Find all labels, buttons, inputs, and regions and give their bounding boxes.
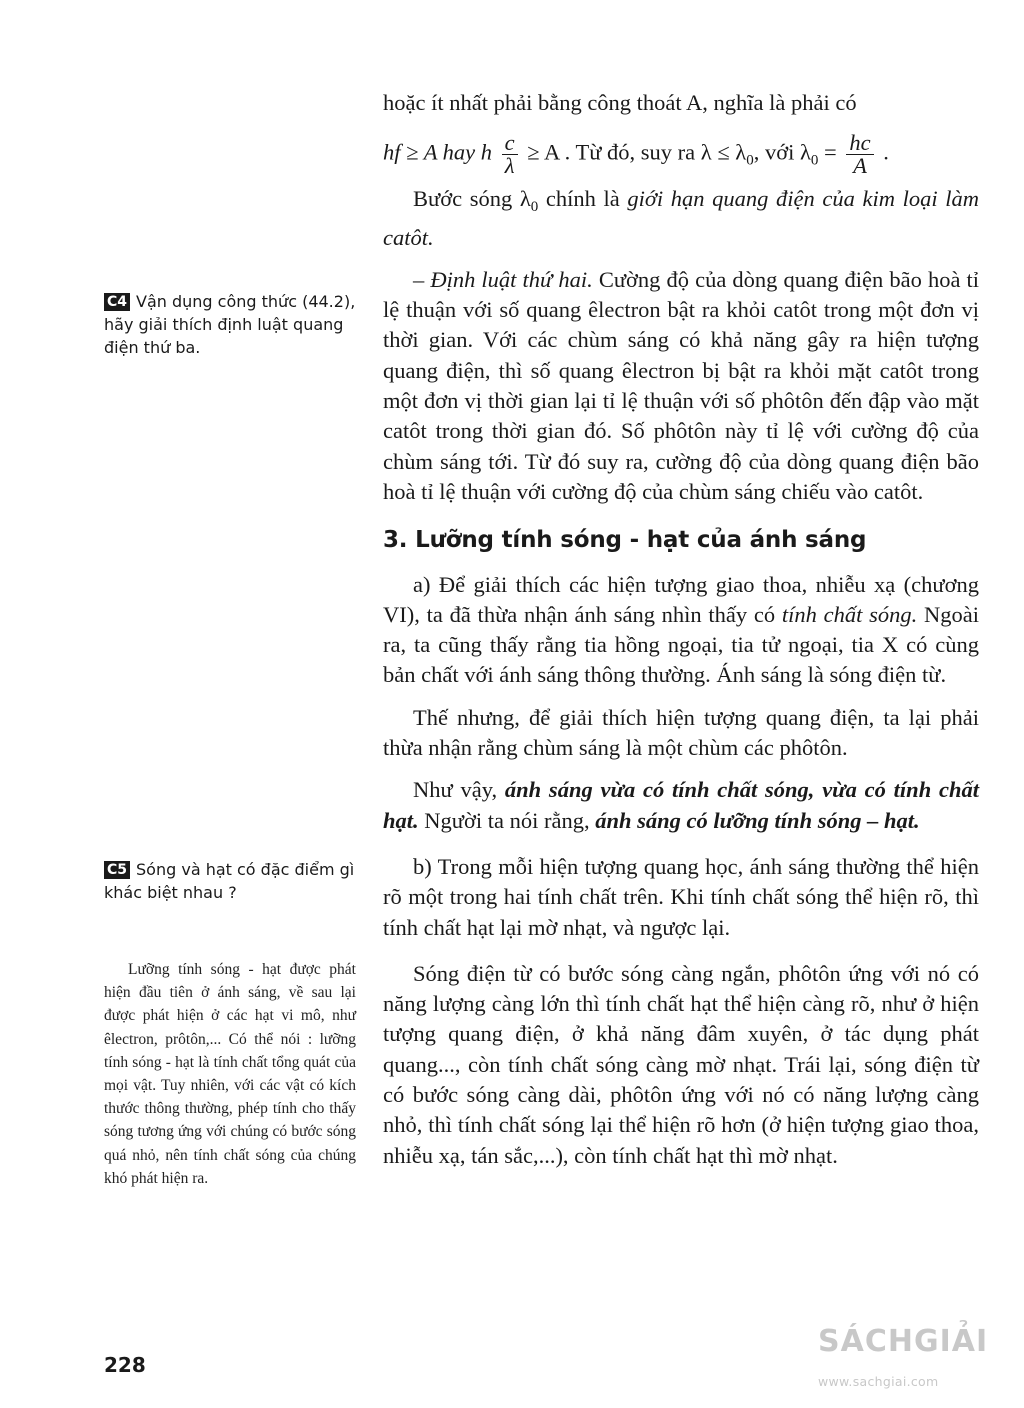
question-text: Sóng và hạt có đặc điểm gì khác biệt nhau ? (104, 860, 355, 902)
emphasis-term: ánh sáng có lưỡng tính sóng – hạt. (595, 807, 920, 833)
fraction-c-over-lambda (502, 132, 518, 177)
side-note-text: Lưỡng tính sóng - hạt được phát hiện đầu tiên ở ánh sáng, về sau lại được phát hiện ở các hạt vi mô, như êlectron, prôtôn,... Có thể nói : lưỡng tính sóng - hạt là tính chất tổng quát của mọi vật. Tuy nhiên, với các vật có kích thước thông thường, phép tính cho thấy sóng tương ứng với chúng có bước sóng quá nhỏ, nên tính chất sóng của chúng khó phát hiện ra. (104, 961, 356, 1187)
question-c5 (104, 858, 356, 904)
question-badge: C4 (104, 293, 130, 311)
formula-part3: , với λ (753, 139, 811, 165)
text-span: a) Để giải thích các hiện tượng giao thoa, nhiễu xạ (chương VI), ta đã thừa nhận ánh sáng nhìn thấy có (383, 571, 979, 627)
italic-term: giới hạn quang điện của kim loại làm catôt. (383, 186, 979, 250)
subscript-zero: 0 (810, 152, 819, 169)
italic-law-title: Định luật thứ hai. (430, 266, 593, 292)
main-column (383, 88, 979, 1171)
subscript-zero: 0 (530, 199, 539, 216)
para-duality (383, 775, 979, 836)
fraction-numerator: c (502, 132, 518, 155)
text-span: Người ta nói rằng, (418, 807, 596, 833)
text-span: Như vậy, (413, 777, 505, 803)
formula-part1: hf ≥ A hay h (383, 139, 493, 165)
page-number: 228 (104, 1353, 146, 1377)
formula-equals: = (824, 139, 837, 165)
watermark (818, 1322, 1018, 1390)
para-second-law (383, 265, 979, 507)
question-badge: C5 (104, 861, 130, 879)
fraction-hc-over-a (846, 132, 873, 177)
text-span: Bước sóng λ (413, 186, 531, 212)
formula-part2: ≥ A . Từ đó, suy ra λ ≤ λ (527, 139, 747, 165)
para-photon-nature: Thế nhưng, để giải thích hiện tượng quang điện, ta lại phải thừa nhận rằng chùm sáng là một chùm các phôtôn. (383, 704, 979, 761)
subscript-zero: 0 (746, 152, 754, 169)
para-phenomena: b) Trong mỗi hiện tượng quang học, ánh sáng thường thể hiện rõ một trong hai tính chất trên. Khi tính chất sóng thể hiện rõ, thì tính chất hạt lại mờ nhạt, và ngược lại. (383, 853, 979, 940)
section-title: 3. Lưỡng tính sóng - hạt của ánh sáng (383, 527, 867, 554)
question-text: Vận dụng công thức (44.2), hãy giải thích định luật quang điện thứ ba. (104, 292, 356, 357)
italic-term: tính chất sóng. (781, 601, 918, 627)
text-span: Ngoài ra, ta cũng thấy rằng tia hồng ngoại, tia tử ngoại, tia X có cùng bản chất với ánh sáng thông thường. Ánh sáng là sóng điện từ. (383, 601, 979, 688)
text-span: chính là (538, 186, 628, 212)
para-wavelength-effect: Sóng điện từ có bước sóng càng ngắn, phôtôn ứng với nó có năng lượng càng lớn thì tính chất hạt thể hiện càng rõ, như ở hiện tượng quang điện, ở khả năng đâm xuyên, ở tác dụng phát quang..., còn tính chất sóng càng mờ nhạt. Trái lại, sóng điện từ có bước sóng càng dài, phôtôn ứng với nó có năng lượng càng nhỏ, thì tính chất sóng lại thể hiện rõ hơn (ở hiện tượng giao thoa, nhiễu xạ, tán sắc,...), còn tính chất hạt thì mờ nhạt. (383, 960, 979, 1168)
para-threshold-wavelength (383, 184, 979, 253)
para-wave-nature (383, 570, 979, 691)
question-c4 (104, 290, 356, 359)
fraction-numerator: hc (846, 132, 873, 155)
watermark-logo: SÁCHGIẢI (818, 1324, 989, 1359)
fraction-denominator: A (853, 153, 867, 179)
watermark-url: www.sachgiai.com (818, 1374, 939, 1389)
emphasis-term: ánh sáng vừa có tính chất sóng, vừa có tính chất hạt. (383, 777, 979, 833)
para-work-function: hoặc ít nhất phải bằng công thoát A, nghĩa là phải có (383, 90, 857, 115)
formula-end: . (883, 139, 889, 165)
formula-threshold (383, 118, 979, 178)
fraction-denominator: λ (504, 153, 515, 179)
side-note (104, 958, 356, 1190)
text-span: Cường độ của dòng quang điện bão hoà tỉ lệ thuận với số quang êlectron bật ra khỏi catôt trong một đơn vị thời gian. Với các chùm sáng có khả năng gây ra hiện tượng quang điện, thì số quang êlectron bị bật ra khỏi mặt catôt trong một đơn vị thời gian lại tỉ lệ thuận với số phôtôn đến đập vào mặt catôt trong thời gian đó. Số phôtôn này tỉ lệ với cường độ của chùm sáng tới. Từ đó suy ra, cường độ của dòng quang điện bão hoà tỉ lệ thuận với cường độ của chùm sáng chiếu vào catôt. (383, 266, 980, 504)
text-span: – (413, 266, 431, 292)
